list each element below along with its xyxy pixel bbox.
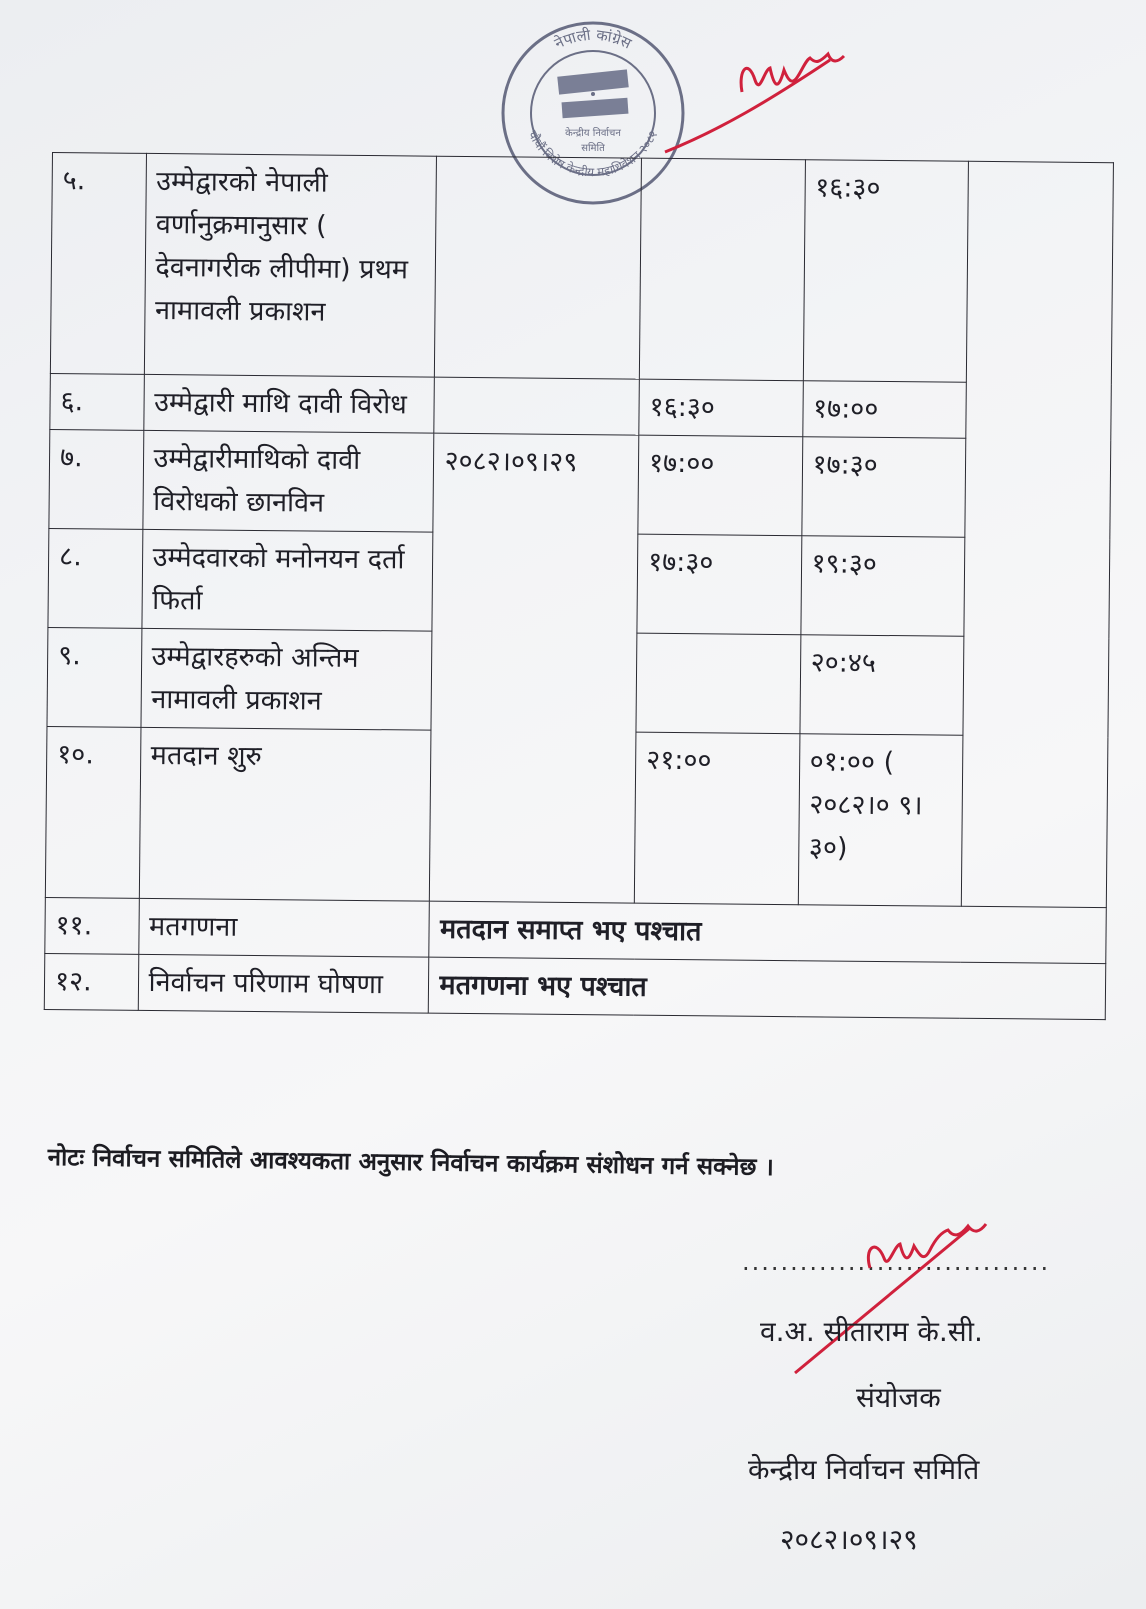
table-row bbox=[49, 429, 1111, 538]
signature-mark-bottom bbox=[790, 1208, 1020, 1378]
table-row bbox=[50, 153, 1113, 384]
footnote: नोटः निर्वाचन समितिले आवश्यकता अनुसार निर्वाचन कार्यक्रम संशोधन गर्न सक्नेछ । bbox=[47, 1142, 775, 1182]
row-number: ७. bbox=[49, 429, 143, 529]
table-row bbox=[50, 373, 1111, 439]
row-end-time: ०१:०० ( २०८२।० ९।३०) bbox=[798, 734, 963, 907]
row-start-time bbox=[636, 633, 800, 734]
svg-text:समिति: समिति bbox=[581, 143, 605, 154]
row-topic: उम्मेद्वारहरुको अन्तिम नामावली प्रकाशन bbox=[141, 628, 433, 730]
row-topic: उम्मेदवारको मनोनयन दर्ता फिर्ता bbox=[141, 529, 433, 631]
merged-timing-cell: मतदान समाप्त भए पश्चात bbox=[429, 901, 1106, 963]
row-start-time: १७:०० bbox=[638, 435, 802, 536]
merged-date-cell: २०८२।०९।२९ bbox=[430, 433, 639, 903]
signatory-role: संयोजक bbox=[856, 1381, 941, 1414]
row-end-time: १९:३० bbox=[800, 536, 964, 637]
row-number: ८. bbox=[48, 528, 142, 628]
row-date bbox=[434, 377, 639, 435]
row-topic: निर्वाचन परिणाम घोषणा bbox=[138, 954, 429, 1013]
signature-mark-top bbox=[660, 40, 860, 160]
signature-line: ................................ bbox=[742, 1248, 1051, 1276]
row-number: ५. bbox=[50, 153, 146, 375]
table-row bbox=[45, 897, 1106, 963]
row-empty-cell bbox=[961, 161, 1113, 907]
row-topic: मतगणना bbox=[138, 898, 429, 957]
election-schedule-table bbox=[44, 152, 1114, 1020]
row-start-time: १७:३० bbox=[637, 534, 801, 635]
row-number: ६. bbox=[50, 373, 144, 430]
table-row bbox=[44, 953, 1105, 1019]
row-number: १०. bbox=[45, 726, 140, 898]
merged-timing-cell: मतगणना भए पश्चात bbox=[429, 957, 1106, 1019]
row-number: ११. bbox=[45, 897, 139, 954]
row-end-time: १६:३० bbox=[803, 160, 969, 383]
row-topic: उम्मेद्वारीमाथिको दावी विरोधको छानविन bbox=[142, 430, 434, 532]
row-start-time bbox=[639, 158, 805, 381]
row-end-time: २०:४५ bbox=[799, 635, 963, 736]
row-topic: मतदान शुरु bbox=[139, 727, 432, 901]
row-number: १२. bbox=[44, 953, 138, 1010]
row-end-time: १७:०० bbox=[802, 381, 966, 439]
signatory-date: २०८२।०९।२९ bbox=[780, 1523, 918, 1556]
row-start-time: १६:३० bbox=[639, 379, 803, 437]
row-date bbox=[435, 156, 642, 379]
row-end-time: १७:३० bbox=[801, 437, 965, 538]
row-number: ९. bbox=[47, 627, 141, 727]
signatory-name: व.अ. सीताराम के.सी. bbox=[760, 1315, 983, 1348]
row-start-time: २१:०० bbox=[634, 732, 799, 905]
signatory-body: केन्द्रीय निर्वाचन समिति bbox=[748, 1453, 980, 1486]
svg-text:नेपाली कांग्रेस: नेपाली कांग्रेस bbox=[551, 25, 635, 53]
row-topic: उम्मेद्वारी माथि दावी विरोध bbox=[143, 374, 434, 433]
row-topic: उम्मेद्वारको नेपाली वर्णानुक्रमानुसार ( देवनागरीक लीपीमा) प्रथम नामावली प्रकाशन bbox=[144, 153, 437, 377]
svg-text:केन्द्रीय निर्वाचन: केन्द्रीय निर्वाचन bbox=[565, 128, 621, 139]
svg-text:चौधौं विशेष केन्द्रीय महाधिवेश: चौधौं विशेष केन्द्रीय महाधिवेशन २०८२ bbox=[525, 128, 661, 180]
